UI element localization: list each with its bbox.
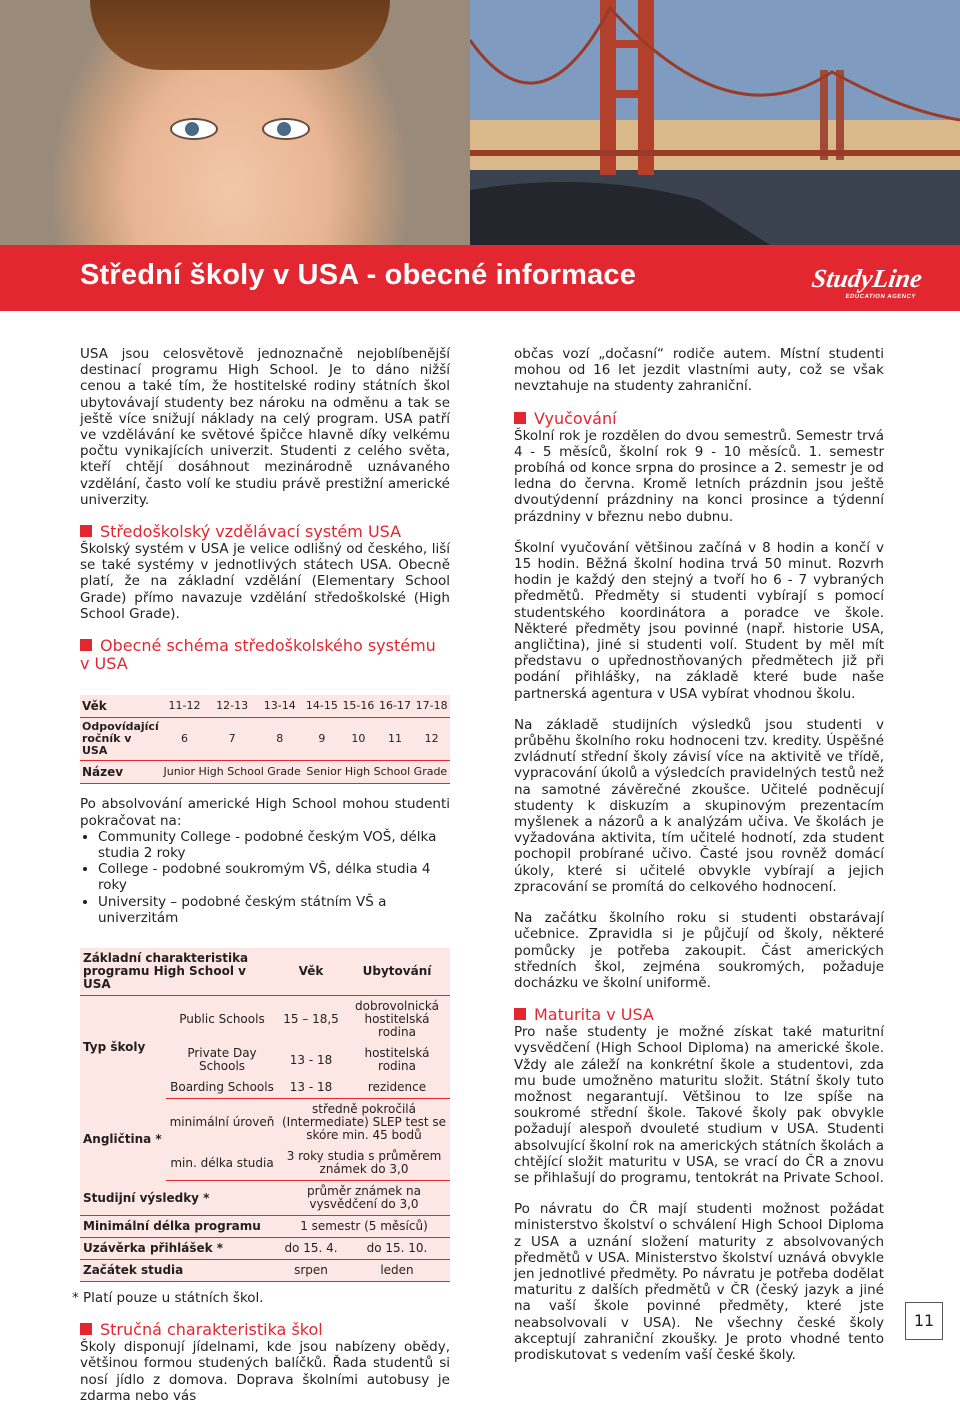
bullet-square-icon — [80, 639, 92, 651]
table-header-label: Základní charakteristika programu High School v USA — [80, 948, 278, 996]
table-row — [80, 1216, 450, 1238]
heading-system: Středoškolský vzdělávací systém USA — [80, 523, 450, 541]
table-cell: 13 - 18 — [278, 1077, 344, 1099]
row-label-school-type: Typ školy — [83, 1039, 146, 1054]
paragraph: Školní vyučování většinou začíná v 8 hodin a končí v 15 hodin. Běžná školní hodina trvá 50 minut. Rozvrh hodin je každý den stejný a tvoří ho 6 - 7 vybraných předmětů. Předměty si studenti vybírají s pomocí studentského koordinátora a poradce ve škole. Některé předměty jsou povinné (např. historie USA, angličtina), jiné si studenti volí. Student by měl mít představu o upřednostňovaných předmětech již při podání přihlášky, na základě které bude naše partnerská agentura v USA vybírat vhodnou školu. — [514, 539, 884, 702]
heading-short: Stručná charakteristika škol — [80, 1321, 450, 1339]
boy-photo — [0, 0, 470, 245]
bullet-square-icon — [514, 1008, 526, 1020]
list-item: • College - podobné soukromým VŠ, délka studia 4 roky — [98, 861, 450, 893]
table-row — [80, 1260, 450, 1282]
table-cell: 13-14 — [256, 695, 304, 718]
table-row — [80, 761, 450, 784]
after-paragraph: Po absolvování americké High School mohou studenti pokračovat na: — [80, 796, 450, 829]
bullet-square-icon — [80, 525, 92, 537]
table-cell: 12-13 — [208, 695, 256, 718]
page-title: Střední školy v USA - obecné informace — [80, 259, 637, 291]
hero-photo — [0, 0, 960, 245]
table-cell: 8 — [256, 718, 304, 761]
table-cell: srpen — [278, 1260, 344, 1282]
row-label-deadline: Uzávěrka přihlášek * — [80, 1238, 278, 1260]
table-cell: 14-15 — [304, 695, 341, 718]
heading-teaching: Vyučování — [514, 410, 884, 428]
table-cell: Senior High School Grade — [304, 761, 450, 784]
table-cell: středně pokročilá (Intermediate) SLEP test se skóre min. 45 bodů — [281, 1102, 447, 1143]
table-cell: dobrovolnická hostitelská rodina — [355, 999, 439, 1040]
table-cell: 13 - 18 — [289, 1052, 333, 1067]
paragraph: Na základě studijních výsledků jsou studenti v průběhu školního roku hodnoceni tzv. kredity. Úspěšné zvládnutí střední školy závisí více na aktivitě ve třídě, vypracování úkolů a výsledcích pravidelných testů než na samotné závěrečné zkoušce. Učitelé podněcují studenty k diskuzím a skupinovým prezentacím myšlenek a názorů a k analýzám učiva. Ve školách je vyžadována aktivita, tím učitelé hodnotí, zda student pochopil probírané učivo. Časté jsou rovněž domácí úkoly, které si učitelé obvykle vybírají a jejich zpracování se promítá do celkového hodnocení. — [514, 716, 884, 895]
table-cell: hostitelská rodina — [364, 1046, 430, 1074]
row-label-results: Studijní výsledky * — [80, 1181, 278, 1216]
table-cell: minimální úroveň — [169, 1115, 275, 1130]
table-cell: 17-18 — [413, 695, 450, 718]
short-paragraph: Školy disponují jídelnami, kde jsou nabízeny obědy, většinou formou studených balíčků. Řada studentů si nosí jídlo z domova. Doprava školními autobusy je zdarma nebo vás — [80, 1339, 450, 1404]
continuation-list — [80, 829, 450, 926]
left-column — [72, 346, 450, 1404]
table-cell: Public Schools — [179, 1012, 265, 1027]
table-cell: 11-12 — [161, 695, 209, 718]
column-header-accommodation: Ubytování — [344, 948, 450, 996]
paragraph: Po návratu do ČR mají studenti možnost požádat ministerstvo školství o schválení High School Diploma z USA a uznání složení maturity z absolvovaných předmětů v USA. Ministerstvo školství uznává obvykle jen jednotlivé předměty. Po návratu je potřeba dodělat maturitu z dalších předmětů v ČR (český jazyk a jiné na vaší škole povinné předměty, které jste neabsolvovali v USA). Ne všechny české školy akceptují zahraniční zkoušky. Je proto vhodné tento prodiskutovat s vedením vaší české školy. — [514, 1201, 884, 1363]
right-column — [514, 346, 884, 1363]
table-cell: 12 — [413, 718, 450, 761]
table-cell: Junior High School Grade — [161, 761, 304, 784]
paragraph: Školní rok je rozdělen do dvou semestrů. Semestr trvá 4 - 5 měsíců, školní rok 9 - 10 měsíců. 1. semestr probíhá od konce srpna do prosince a 2. semestr je od ledna do června. Kromě letních prázdnin jsou ještě dvoutýdenní prázdniny na konci prosince a týdenní prázdniny v březnu nebo dubnu. — [514, 427, 884, 525]
table-cell: průměr známek na vysvědčení do 3,0 — [278, 1181, 450, 1216]
right-eye — [262, 118, 310, 140]
row-label-start: Začátek studia — [80, 1260, 278, 1282]
table-cell: 3 roky studia s průměrem známek do 3,0 — [278, 1146, 450, 1181]
bullet-square-icon — [80, 1323, 92, 1335]
table-row — [80, 1181, 450, 1216]
table-cell: 15 – 18,5 — [283, 1012, 339, 1027]
table-cell: min. délka studia — [166, 1146, 278, 1181]
row-label-english: Angličtina * — [83, 1132, 162, 1147]
characteristics-table — [80, 948, 450, 1282]
table-row — [80, 1238, 450, 1260]
column-header-age: Věk — [278, 948, 344, 996]
hair — [90, 0, 390, 70]
table-row — [80, 1099, 450, 1147]
table-cell: leden — [344, 1260, 450, 1282]
bullet-square-icon — [514, 412, 526, 424]
table-cell: 10 — [340, 718, 377, 761]
age-grade-table — [80, 695, 450, 784]
row-label-grade: Odpovídající ročník v USA — [80, 718, 161, 761]
row-label-min-length: Minimální délka programu — [80, 1216, 278, 1238]
paragraph: občas vozí „dočasní“ rodiče autem. Místní studenti mohou od 16 let jezdit vlastními auty, což se však nevztahuje na studenty zahraniční. — [514, 346, 884, 395]
table-row — [80, 718, 450, 761]
intro-paragraph: USA jsou celosvětově jednoznačně nejoblíbenější destinací programu High School. Je to dáno nižší cenou a také tím, že hostitelské rodiny státních škol ubytovávají studenty bez nároku na odměnu a tak se ještě více snižují náklady na celý program. USA patří ve vzdělávání ke světové špičce hlavně díky velkému počtu vynikajících univerzit. Studenti z celého světa, kteří chtějí dosáhnout mezinárodně uznávaného vzdělání, často volí ke studiu právě prestižní americké univerzity. — [80, 346, 450, 508]
table-row — [80, 948, 450, 996]
system-paragraph: Školský systém v USA je velice odlišný od českého, liší se také systémy v jednotlivých státech USA. Obecně platí, že na základní vzdělání (Elementary School Grade) přímo navazuje vzdělání středoškolské (High School Grade). — [80, 541, 450, 622]
table-cell: 15-16 — [340, 695, 377, 718]
table-row — [80, 695, 450, 718]
footnote: * Platí pouze u státních škol. — [72, 1290, 264, 1307]
paragraph: Pro naše studenty je možné získat také maturitní vysvědčení (High School Diploma) na americké škole. Vždy ale záleží na konkrétní škole a studentovi, zda mu bude umožněno maturitu složit. Státní školy tuto možnost negarantují. Většinou to lze spíše na soukromé střední škole. Takové školy pak obvykle požadují alespoň dvouleté studium v USA. Studenti absolvující školní rok na amerických státních školách a chtějící složit maturitu v USA, se vrací do ČR a znovu se přihlašují do programu, tentokrát na Private School. — [514, 1024, 884, 1186]
list-item: • Community College - podobné českým VOŠ, délka studia 2 roky — [98, 829, 450, 861]
table-cell: 1 semestr (5 měsíců) — [278, 1216, 450, 1238]
golden-gate-bridge-photo — [470, 0, 960, 245]
row-label-name: Název — [80, 761, 161, 784]
table-cell: 7 — [208, 718, 256, 761]
table-cell: Boarding Schools — [166, 1077, 278, 1099]
left-eye — [170, 118, 218, 140]
table-cell: do 15. 4. — [278, 1238, 344, 1260]
list-item: • University – podobné českým státním VŠ a univerzitám — [98, 894, 450, 926]
heading-matura: Maturita v USA — [514, 1006, 884, 1024]
table-cell: 6 — [161, 718, 209, 761]
row-label-age: Věk — [80, 695, 161, 718]
studyline-logo — [810, 264, 924, 300]
table-cell: 11 — [377, 718, 414, 761]
page-number: 11 — [905, 1302, 943, 1340]
table-cell: 16-17 — [377, 695, 414, 718]
heading-scheme: Obecné schéma středoškolského systému v USA — [80, 636, 436, 674]
table-cell: rezidence — [344, 1077, 450, 1099]
paragraph: Na začátku školního roku si studenti obstarávají učebnice. Zpravidla si je půjčují od školy, některé pomůcky je potřeba zakoupit. Část amerických středních škol, zejména soukromých, požaduje docházku ve školní uniformě. — [514, 910, 884, 991]
logo-subtext: EDUCATION AGENCY — [845, 294, 917, 300]
table-cell: 9 — [304, 718, 341, 761]
table-cell: Private Day Schools — [187, 1046, 257, 1074]
logo-text: StudyLine — [810, 264, 924, 293]
table-cell: do 15. 10. — [344, 1238, 450, 1260]
table-row — [80, 996, 450, 1044]
